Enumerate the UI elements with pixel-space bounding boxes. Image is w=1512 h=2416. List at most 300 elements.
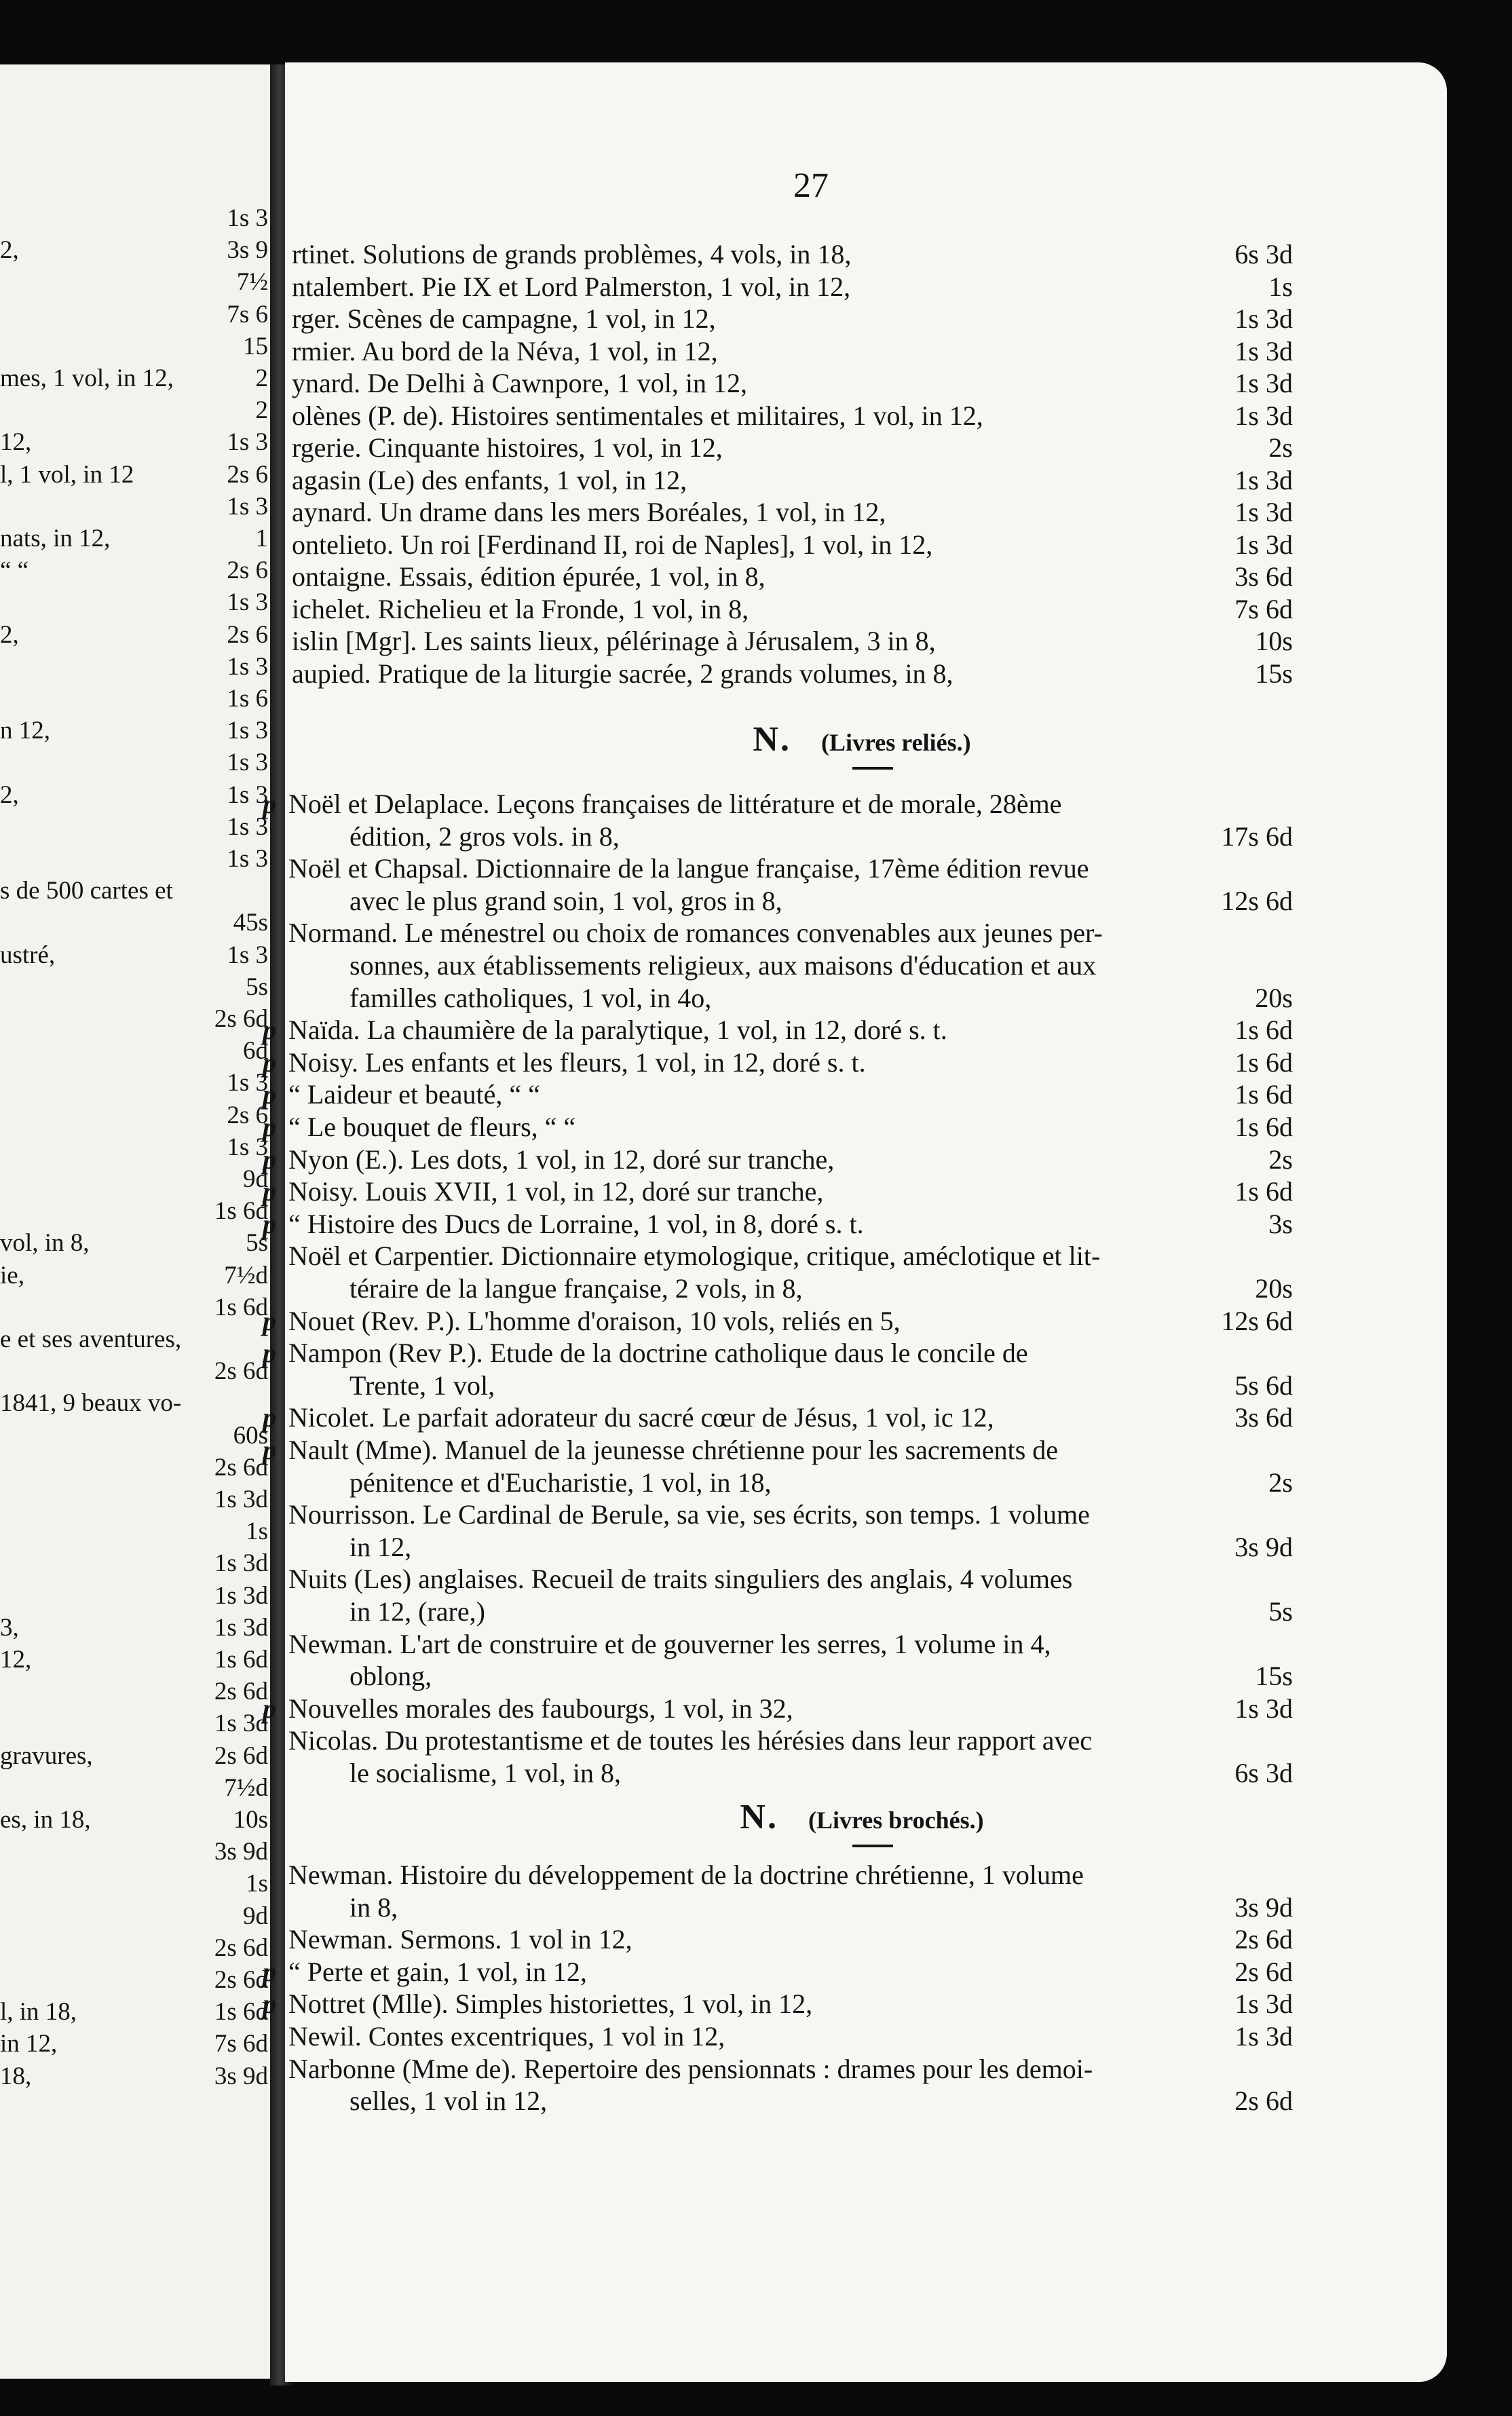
entry-price: 1s 3d (1234, 303, 1293, 334)
left-line-text: ustré, (0, 941, 56, 969)
entry-price: 1s 6d (1234, 1046, 1293, 1078)
left-line-price: 5s (246, 1229, 268, 1258)
priest-mark: p (263, 1956, 276, 1987)
left-page-line (0, 1902, 268, 1931)
entry-text: Newman. Histoire du développement de la doctrine chrétienne, 1 volume (288, 1860, 1084, 1890)
catalogue-entry-relie (349, 1467, 1293, 1498)
left-line-price: 1s 6d (214, 1998, 268, 2026)
entry-text: Nouvelles morales des faubourgs, 1 vol, in 32, (288, 1693, 793, 1724)
catalogue-entry-relie (263, 1693, 1293, 1724)
left-line-price: 1s 3 (227, 780, 268, 809)
left-line-price: 1s 3d (214, 1549, 268, 1578)
left-page-line (0, 1261, 268, 1291)
catalogue-entry-m (292, 465, 1293, 496)
catalogue-entry-relie (349, 983, 1293, 1014)
left-line-price: 2s 6d (214, 1933, 268, 1962)
left-page-line (0, 1293, 268, 1323)
left-page-line (0, 556, 268, 586)
left-line-text: es, in 18, (0, 1806, 91, 1834)
left-page-line (0, 1997, 268, 2027)
catalogue-entry-relie (263, 1338, 1293, 1369)
left-line-price: 1s 3 (227, 717, 268, 745)
entry-text: Nicolas. Du protestantisme et de toutes les hérésies dans leur rapport avec (288, 1725, 1093, 1756)
entry-text: islin [Mgr]. Les saints lieux, pélérinage à Jérusalem, 3 in 8, (292, 626, 936, 656)
entry-price: 1s 6d (1234, 1079, 1293, 1110)
entry-text: Narbonne (Mme de). Repertoire des pensionnats : drames pour les demoi- (288, 2053, 1093, 2084)
entry-price: 1s 6d (1234, 1015, 1293, 1046)
section-letter: N. (740, 1798, 778, 1836)
entry-price: 12s 6d (1221, 885, 1293, 916)
entry-price: 20s (1255, 1273, 1293, 1304)
catalogue-entry-broche (288, 1924, 1293, 1955)
left-line-price: 1s 3 (227, 1133, 268, 1161)
entry-price: 1s 3d (1234, 464, 1293, 495)
entry-price: 2s 6d (1234, 1924, 1293, 1955)
catalogue-entry-m (292, 561, 1293, 592)
left-line-price: 1s 3d (214, 1581, 268, 1610)
left-page-line (0, 1549, 268, 1579)
left-page-line (0, 1613, 268, 1643)
left-page-line (0, 524, 268, 554)
left-line-price: 1s 3 (227, 845, 268, 873)
priest-mark: p (263, 789, 276, 819)
left-line-price: 1s 3 (227, 492, 268, 521)
entry-price: 3s 6d (1234, 1402, 1293, 1433)
entry-price: 7s 6d (1234, 593, 1293, 624)
priest-mark: p (263, 1435, 276, 1465)
left-line-price: 2s 6 (227, 620, 268, 649)
catalogue-entry-relie (349, 821, 1293, 852)
priest-mark: p (263, 1176, 276, 1207)
left-page-line (0, 1068, 268, 1098)
catalogue-entry-relie (349, 1661, 1293, 1692)
priest-mark: p (263, 1402, 276, 1433)
left-page-line (0, 1677, 268, 1707)
section-heading (590, 719, 1133, 760)
entry-text: Noisy. Louis XVII, 1 vol, in 12, doré sur tranche, (288, 1176, 824, 1207)
left-page-line (0, 1965, 268, 1995)
entry-price: 10s (1255, 626, 1293, 656)
left-line-price: 10s (233, 1806, 268, 1834)
left-line-text: vol, in 8, (0, 1229, 90, 1258)
catalogue-entry-m (292, 626, 1293, 657)
catalogue-entry-relie (349, 1532, 1293, 1563)
left-line-price: 5s (246, 973, 268, 1001)
left-line-text: in 12, (0, 2030, 58, 2058)
left-page-line (0, 235, 268, 265)
entry-text: rtinet. Solutions de grands problèmes, 4 vols, in 18, (292, 239, 852, 269)
left-page-line (0, 941, 268, 970)
left-line-price: 1s 6 (227, 685, 268, 713)
entry-price: 1s 3d (1234, 1693, 1293, 1724)
entry-text: Nourrisson. Le Cardinal de Berule, sa vie, ses écrits, son temps. 1 volume (288, 1499, 1090, 1530)
entry-text: ynard. De Delhi à Cawnpore, 1 vol, in 12, (292, 368, 747, 398)
left-page-line (0, 267, 268, 297)
left-page-line (0, 1741, 268, 1771)
entry-price: 2s (1268, 432, 1293, 463)
left-page-line (0, 1869, 268, 1899)
left-page-line (0, 1837, 268, 1867)
section-heading (590, 1797, 1133, 1838)
entry-price: 6s 3d (1234, 1758, 1293, 1788)
entry-price: 2s 6d (1234, 2085, 1293, 2117)
left-line-price: 2s 6 (227, 1101, 268, 1129)
entry-price: 1s 3d (1234, 2021, 1293, 2052)
entry-text: aupied. Pratique de la liturgie sacrée, 2 grands volumes, in 8, (292, 658, 953, 689)
left-line-price: 3s 9d (214, 1838, 268, 1866)
left-page-line (0, 1709, 268, 1739)
left-line-price: 1 (255, 525, 268, 552)
priest-mark: p (263, 1988, 276, 2020)
left-line-price: 2s 6d (214, 1357, 268, 1386)
left-line-price: 6d (243, 1037, 268, 1065)
entry-text: selles, 1 vol in 12, (349, 2085, 548, 2117)
entry-price: 1s 3d (1234, 400, 1293, 431)
entry-text: “ Laideur et beauté, “ “ (288, 1079, 540, 1110)
catalogue-entry-broche (263, 1988, 1293, 2020)
left-line-text: 2, (0, 780, 19, 809)
catalogue-entry-broche (263, 1956, 1293, 1988)
left-line-price: 1s 3d (214, 1613, 268, 1642)
entry-text: Newman. L'art de construire et de gouverner les serres, 1 volume in 4, (288, 1628, 1051, 1659)
left-page-line (0, 1581, 268, 1611)
left-line-price: 1s (246, 1517, 268, 1546)
catalogue-entry-m (292, 658, 1293, 690)
entry-price: 12s 6d (1221, 1305, 1293, 1336)
left-page-line (0, 973, 268, 1002)
left-line-price: 2s 6d (214, 1005, 268, 1033)
left-line-price: 7s 6d (214, 2030, 268, 2058)
left-line-price: 1s 3 (227, 812, 268, 841)
left-page-line (0, 1773, 268, 1803)
left-page-line (0, 748, 268, 778)
entry-text: Nouet (Rev. P.). L'homme d'oraison, 10 vols, reliés en 5, (288, 1305, 901, 1336)
priest-mark: p (263, 1305, 276, 1336)
entry-price: 6s 3d (1234, 239, 1293, 269)
left-line-price: 1s (246, 1870, 268, 1898)
catalogue-entry-broche (349, 2085, 1293, 2117)
entry-text: sonnes, aux établissements religieux, aux maisons d'éducation et aux (349, 950, 1097, 981)
left-page-line (0, 1517, 268, 1547)
left-line-price: 2s 6 (227, 460, 268, 489)
left-line-price: 7½ (236, 268, 268, 297)
entry-price: 3s 6d (1234, 561, 1293, 592)
left-page-line (0, 812, 268, 842)
left-page-line (0, 428, 268, 457)
entry-text: olènes (P. de). Histoires sentimentales et militaires, 1 vol, in 12, (292, 400, 983, 431)
catalogue-entry-relie (263, 1015, 1293, 1046)
catalogue-entry-relie (263, 1305, 1293, 1337)
page-number: 27 (793, 166, 829, 205)
priest-mark: p (263, 1338, 276, 1369)
entry-text: aynard. Un drame dans les mers Boréales, 1 vol, in 12, (292, 497, 886, 527)
left-page-line (0, 1133, 268, 1163)
left-line-price: 3s 9 (227, 236, 268, 265)
catalogue-entry-broche (288, 2021, 1293, 2052)
left-page-line (0, 1004, 268, 1034)
entry-text: téraire de la langue française, 2 vols, in 8, (349, 1273, 803, 1304)
left-line-text: l, in 18, (0, 1998, 77, 2026)
left-line-price: 2s 6d (214, 1741, 268, 1770)
left-page-line (0, 1453, 268, 1483)
entry-text: Newil. Contes excentriques, 1 vol in 12, (288, 2021, 725, 2052)
entry-price: 1s 3d (1234, 497, 1293, 527)
entry-price: 3s (1268, 1208, 1293, 1239)
left-line-price: 1s 3 (227, 941, 268, 969)
priest-mark: p (263, 1693, 276, 1724)
priest-mark: p (263, 1046, 276, 1078)
catalogue-entry-relie (349, 1596, 1293, 1627)
entry-price: 2s (1268, 1144, 1293, 1175)
left-page-line (0, 1421, 268, 1451)
left-line-price: 1s 3 (227, 749, 268, 777)
left-page-fragment (0, 64, 278, 2379)
priest-mark: p (263, 1079, 276, 1110)
entry-price: 1s 3d (1234, 368, 1293, 398)
left-page-line (0, 1196, 268, 1226)
entry-text: le socialisme, 1 vol, in 8, (349, 1758, 621, 1788)
left-page-line (0, 908, 268, 938)
entry-text: Normand. Le ménestrel ou choix de romances convenables aux jeunes per- (288, 918, 1103, 949)
left-line-price: 2s 6d (214, 1453, 268, 1481)
entry-text: ontaigne. Essais, édition épurée, 1 vol, in 8, (292, 561, 766, 592)
left-line-price: 45s (233, 909, 268, 937)
left-page-line (0, 1036, 268, 1066)
left-page-line (0, 2062, 268, 2092)
left-line-text: 2, (0, 236, 19, 265)
entry-price: 1s 3d (1234, 529, 1293, 560)
catalogue-entry-relie (263, 789, 1293, 820)
entry-text: ntalembert. Pie IX et Lord Palmerston, 1 vol, in 12, (292, 271, 851, 302)
catalogue-entry-relie (263, 1144, 1293, 1175)
left-page-line (0, 1325, 268, 1355)
entry-price: 1s 3d (1234, 1988, 1293, 2020)
entry-text: Noël et Delaplace. Leçons françaises de littérature et de morale, 28ème (288, 789, 1062, 819)
left-page-line (0, 780, 268, 810)
entry-price: 1s 6d (1234, 1176, 1293, 1207)
left-page-line (0, 1165, 268, 1194)
catalogue-entry-broche (349, 1892, 1293, 1923)
entry-text: Newman. Sermons. 1 vol in 12, (288, 1924, 632, 1955)
catalogue-entry-relie (263, 1435, 1293, 1466)
catalogue-entry-relie (263, 1402, 1293, 1433)
section-label: (Livres brochés.) (808, 1807, 984, 1834)
catalogue-entry-relie (263, 1112, 1293, 1143)
catalogue-entry-relie (288, 1629, 1293, 1660)
left-page-line (0, 716, 268, 746)
entry-text: avec le plus grand soin, 1 vol, gros in 8, (349, 885, 782, 916)
left-line-price: 1s 3 (227, 428, 268, 457)
entry-text: Nault (Mme). Manuel de la jeunesse chrétienne pour les sacrements de (288, 1435, 1059, 1465)
catalogue-entry-relie (288, 853, 1293, 884)
catalogue-entry-m (292, 336, 1293, 367)
left-line-text: ie, (0, 1261, 24, 1289)
left-line-price: 1s 3 (227, 652, 268, 681)
left-line-text: 12, (0, 1646, 32, 1674)
catalogue-entry-relie (288, 1241, 1293, 1272)
entry-price: 5s (1268, 1596, 1293, 1627)
entry-text: Nottret (Mlle). Simples historiettes, 1 vol, in 12, (288, 1988, 813, 2020)
entry-price: 15s (1255, 1661, 1293, 1692)
entry-text: Nuits (Les) anglaises. Recueil de traits singuliers des anglais, 4 volumes (288, 1564, 1073, 1595)
catalogue-entry-relie (349, 1273, 1293, 1304)
left-page-line (0, 620, 268, 650)
catalogue-entry-m (292, 368, 1293, 399)
left-page-line (0, 364, 268, 394)
entry-price: 3s 9d (1234, 1531, 1293, 1562)
catalogue-entry-relie (263, 1176, 1293, 1207)
left-page-line (0, 492, 268, 522)
left-line-price: 2s 6 (227, 556, 268, 585)
entry-price: 1s 3d (1234, 335, 1293, 366)
entry-price: 1s 6d (1234, 1112, 1293, 1142)
catalogue-entry-broche (288, 2054, 1293, 2085)
catalogue-entry-relie (349, 950, 1293, 981)
entry-text: ontelieto. Un roi [Ferdinand II, roi de Naples], 1 vol, in 12, (292, 529, 933, 560)
catalogue-entry-relie (288, 1564, 1293, 1595)
section-rule (852, 1845, 893, 1847)
entry-text: Nyon (E.). Les dots, 1 vol, in 12, doré sur tranche, (288, 1144, 835, 1175)
catalogue-entry-m (292, 239, 1293, 270)
catalogue-entry-relie (288, 1725, 1293, 1756)
left-line-price: 2s 6d (214, 1966, 268, 1994)
left-page-line (0, 396, 268, 426)
catalogue-entry-relie (288, 918, 1293, 949)
entry-price: 20s (1255, 982, 1293, 1013)
catalogue-entry-m (292, 594, 1293, 625)
left-line-text: 2, (0, 620, 19, 649)
left-line-price: 15 (243, 332, 268, 360)
left-line-price: 1s 3 (227, 1069, 268, 1097)
left-page-line (0, 1101, 268, 1131)
entry-price: 17s 6d (1221, 820, 1293, 852)
catalogue-entry-broche (288, 1860, 1293, 1891)
left-page-line (0, 1228, 268, 1258)
left-page-line (0, 204, 268, 233)
left-page-line (0, 588, 268, 618)
left-page-line (0, 1645, 268, 1675)
catalogue-entry-relie (263, 1046, 1293, 1078)
entry-text: in 8, (349, 1891, 398, 1923)
entry-text: Trente, 1 vol, (349, 1370, 495, 1401)
left-page-line (0, 300, 268, 330)
left-line-price: 7½d (224, 1773, 268, 1802)
catalogue-entry-relie (263, 1079, 1293, 1110)
priest-mark: p (263, 1112, 276, 1142)
left-line-price: 2 (255, 364, 268, 392)
priest-mark: p (263, 1208, 276, 1239)
catalogue-entry-relie (349, 886, 1293, 917)
left-page-line (0, 1357, 268, 1386)
entry-price: 3s 9d (1234, 1891, 1293, 1923)
left-line-price: 1s 6d (214, 1646, 268, 1674)
left-page-line (0, 684, 268, 714)
left-page-line (0, 844, 268, 874)
left-line-price: 7½d (224, 1261, 268, 1289)
left-page-line (0, 652, 268, 682)
catalogue-entry-relie (349, 1758, 1293, 1789)
entry-price: 2s 6d (1234, 1956, 1293, 1987)
left-line-text: 1841, 9 beaux vo- (0, 1389, 182, 1418)
section-rule (852, 767, 893, 770)
left-line-price: 7s 6 (227, 300, 268, 328)
priest-mark: p (263, 1144, 276, 1175)
left-line-text: s de 500 cartes et (0, 877, 173, 905)
catalogue-entry-m (292, 497, 1293, 528)
entry-text: rmier. Au bord de la Néva, 1 vol, in 12, (292, 335, 718, 366)
catalogue-entry-m (292, 400, 1293, 432)
left-line-price: 1s 3 (227, 588, 268, 617)
left-line-price: 2s 6d (214, 1678, 268, 1706)
entry-text: Noël et Carpentier. Dictionnaire etymologique, critique, améclotique et lit- (288, 1241, 1101, 1272)
right-page (263, 62, 1447, 2382)
left-line-text: 3, (0, 1613, 19, 1642)
left-line-price: 1s 3d (214, 1486, 268, 1513)
left-line-price: 9d (243, 1902, 268, 1930)
entry-text: in 12, (349, 1531, 412, 1562)
entry-text: pénitence et d'Eucharistie, 1 vol, in 18, (349, 1467, 772, 1498)
left-line-text: e et ses aventures, (0, 1325, 182, 1353)
left-line-text: “ “ (0, 556, 29, 585)
left-page-line (0, 1389, 268, 1418)
entry-text: Noisy. Les enfants et les fleurs, 1 vol, in 12, doré s. t. (288, 1046, 866, 1078)
priest-mark: p (263, 1015, 276, 1046)
left-line-price: 1s 6d (214, 1197, 268, 1226)
catalogue-entry-m (292, 529, 1293, 561)
left-line-price: 2 (255, 396, 268, 425)
left-line-text: gravures, (0, 1741, 93, 1770)
catalogue-entry-m (292, 432, 1293, 464)
entry-text: in 12, (rare,) (349, 1596, 485, 1627)
catalogue-entry-relie (288, 1499, 1293, 1530)
section-letter: N. (753, 720, 791, 759)
left-page-line (0, 1485, 268, 1515)
entry-text: “ Perte et gain, 1 vol, in 12, (288, 1956, 587, 1987)
entry-text: Naïda. La chaumière de la paralytique, 1 vol, in 12, doré s. t. (288, 1015, 947, 1046)
left-page-line (0, 2029, 268, 2059)
left-line-price: 3s 9d (214, 2062, 268, 2090)
entry-text: oblong, (349, 1661, 432, 1692)
left-line-price: 9d (243, 1165, 268, 1193)
entry-text: Nampon (Rev P.). Etude de la doctrine catholique daus le concile de (288, 1338, 1028, 1369)
entry-text: agasin (Le) des enfants, 1 vol, in 12, (292, 464, 687, 495)
entry-text: Noël et Chapsal. Dictionnaire de la langue française, 17ème édition revue (288, 853, 1089, 884)
left-page-line (0, 460, 268, 490)
entry-price: 15s (1255, 658, 1293, 689)
entry-text: rgerie. Cinquante histoires, 1 vol, in 12, (292, 432, 723, 463)
entry-text: Nicolet. Le parfait adorateur du sacré cœur de Jésus, 1 vol, ic 12, (288, 1402, 994, 1433)
entry-text: “ Le bouquet de fleurs, “ “ (288, 1112, 576, 1142)
left-line-price: 1s 3 (227, 204, 268, 232)
entry-text: ichelet. Richelieu et la Fronde, 1 vol, in 8, (292, 593, 749, 624)
catalogue-entry-m (292, 271, 1293, 303)
left-line-price: 1s 3d (214, 1710, 268, 1738)
left-line-text: 18, (0, 2062, 32, 2090)
catalogue-entry-relie (349, 1370, 1293, 1401)
catalogue-entry-relie (263, 1208, 1293, 1240)
catalogue-entry-m (292, 303, 1293, 335)
left-page-line (0, 332, 268, 362)
left-page-line (0, 1805, 268, 1835)
entry-price: 5s 6d (1234, 1370, 1293, 1401)
left-line-text: n 12, (0, 717, 50, 745)
entry-text: “ Histoire des Ducs de Lorraine, 1 vol, in 8, doré s. t. (288, 1208, 864, 1239)
left-line-text: nats, in 12, (0, 525, 111, 552)
left-page-line (0, 876, 268, 906)
section-label: (Livres reliés.) (820, 729, 971, 756)
left-line-price: 1s 6d (214, 1293, 268, 1321)
entry-price: 1s (1268, 271, 1293, 302)
